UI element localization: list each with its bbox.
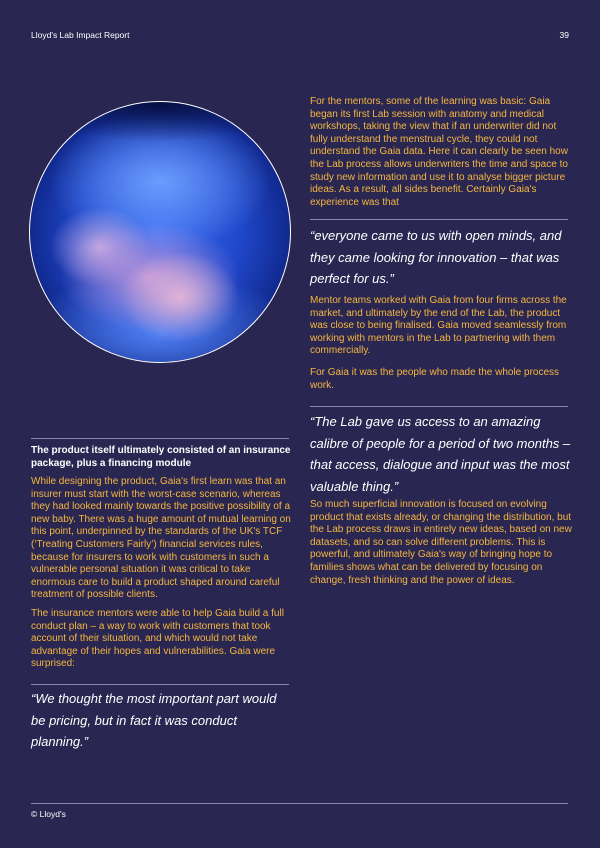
pull-quote-conduct-planning: “We thought the most important part would be pricing, but in fact it was conduct planning.” xyxy=(31,691,277,749)
right-para-3: For Gaia it was the people who made the whole process work. xyxy=(310,367,560,391)
divider xyxy=(310,219,568,220)
page-number: 39 xyxy=(559,30,569,40)
left-para-2: The insurance mentors were able to help Gaia build a full conduct plan – a way to work with customers that took account of their situation, and which would not take advantage of their hopes and vulnerabilities. Gaia were surprised: xyxy=(31,608,284,670)
pull-quote-lab-access: “The Lab gave us access to an amazing calibre of people for a period of two months – that access, dialogue and input was the most valuable thing.” xyxy=(310,414,571,494)
divider xyxy=(31,684,289,685)
right-para-2: Mentor teams worked with Gaia from four firms across the market, and ultimately by the end of the Lab, the product was close to being finalised. Gaia moved seamlessly from working with mentors in the Lab to partnering with them commercially. xyxy=(310,295,567,357)
divider xyxy=(310,406,568,407)
right-para-1: For the mentors, some of the learning was basic: Gaia began its first Lab session with anatomy and medical workshops, taking the view that if an underwriter did not fully understand the menstrual cycle, they could not understand the Gaia data. Here it can clearly be seen how the Lab process allows underwriters the time and space to study new information and use it to analyse bigger picture ideas. As a result, all sides benefit. Certainly Gaia's experience was that xyxy=(310,96,568,208)
pull-quote-open-minds: “everyone came to us with open minds, and they came looking for innovation – that was perfect for us.” xyxy=(310,228,562,286)
section-subheading: The product itself ultimately consisted of an insurance package, plus a financing module xyxy=(31,445,291,469)
report-title: Lloyd's Lab Impact Report xyxy=(31,30,130,40)
scan-image-border xyxy=(29,101,291,363)
right-para-4: So much superficial innovation is focused on evolving product that exists already, or changing the distribution, but the Lab process draws in entirely new ideas, based on new datasets, and so can solve different problems. This is powerful, and ultimately Gaia's way of bringing hope to families shows what can be delivered by focusing on change, fresh thinking and the power of ideas. xyxy=(310,499,572,586)
divider xyxy=(31,438,289,439)
left-para-1: While designing the product, Gaia's first learn was that an insurer must start with the worst-case scenario, whereas they had looked mainly towards the positive possibility of a new baby. There was a huge amount of mutual learning on this point, underpinned by the standards of the UK's TCF (‘Treating Customers Fairly’) financial services rules, because for insurers to work with customers in such a vulnerable personal situation it was critical to take enormous care to build a product shaped around careful treatment of possible clients. xyxy=(31,476,291,601)
footer-divider xyxy=(31,803,568,804)
footer-copyright: © Lloyd's xyxy=(31,809,66,819)
